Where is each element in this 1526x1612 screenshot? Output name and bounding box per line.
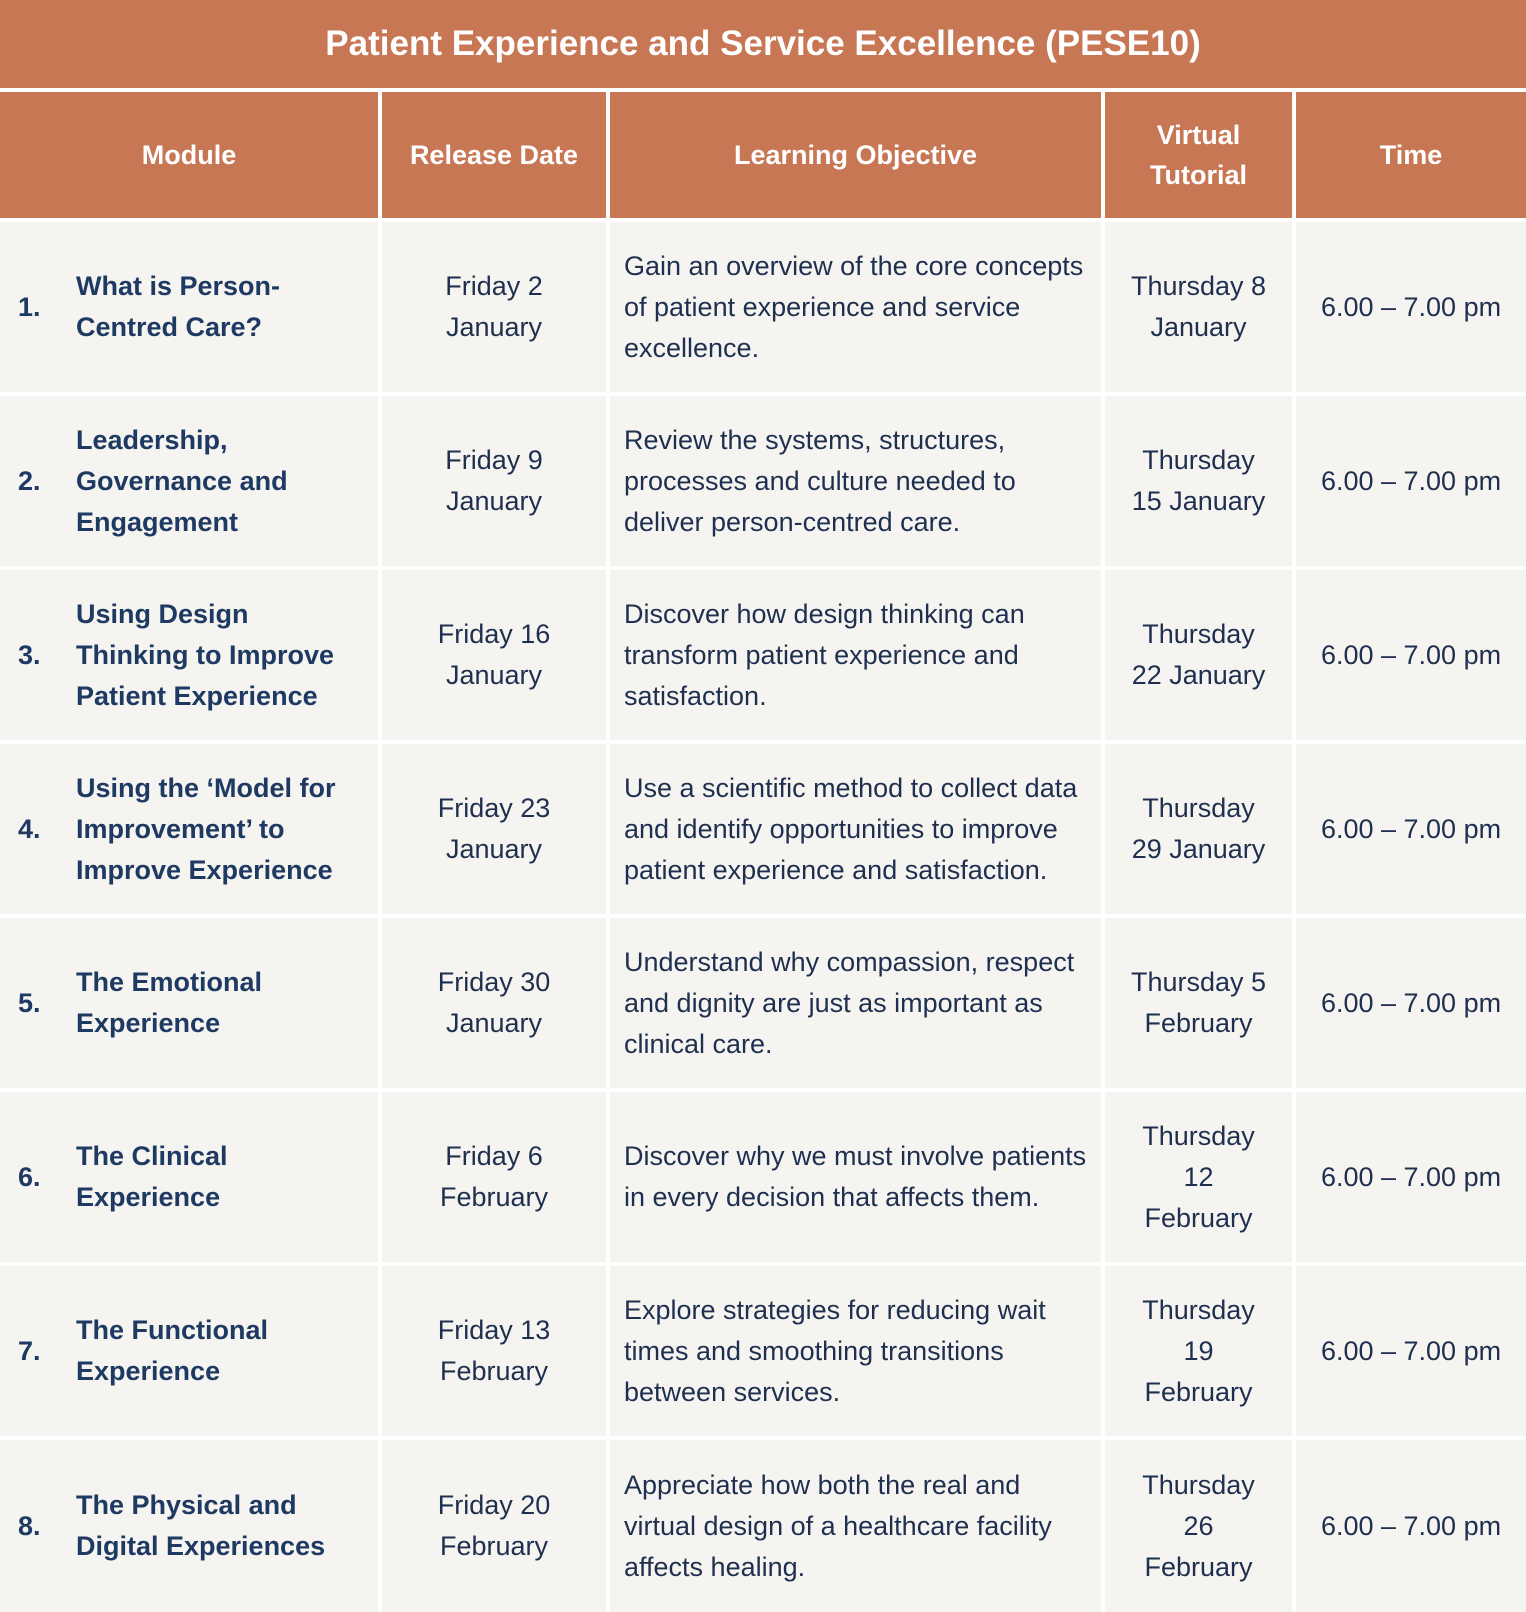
module-cell (0, 220, 380, 394)
learning-objective: Understand why compassion, respect and dignity are just as important as clinical care. (608, 916, 1103, 1090)
table-row (0, 1090, 1526, 1264)
table-row (0, 220, 1526, 394)
session-time: 6.00 – 7.00 pm (1294, 742, 1526, 916)
header-virtual-tutorial: Virtual Tutorial (1103, 90, 1294, 220)
virtual-tutorial: Thursday 12 February (1103, 1090, 1294, 1264)
virtual-tutorial: Thursday 22 January (1103, 568, 1294, 742)
learning-objective: Use a scientific method to collect data and identify opportunities to improve patient experience and satisfaction. (608, 742, 1103, 916)
learning-objective: Gain an overview of the core concepts of patient experience and service excellence. (608, 220, 1103, 394)
module-title: The Functional Experience (76, 1315, 268, 1386)
module-cell (0, 916, 380, 1090)
session-time: 6.00 – 7.00 pm (1294, 916, 1526, 1090)
header-release-date: Release Date (380, 90, 608, 220)
release-date: Friday 13 February (380, 1264, 608, 1438)
module-cell (0, 394, 380, 568)
release-date: Friday 2 January (380, 220, 608, 394)
module-title: Leadership, Governance and Engagement (76, 424, 288, 537)
table-row (0, 394, 1526, 568)
virtual-tutorial: Thursday 15 January (1103, 394, 1294, 568)
header-time: Time (1294, 90, 1526, 220)
module-number: 6. (18, 1161, 41, 1192)
module-number: 3. (18, 639, 41, 670)
release-date: Friday 6 February (380, 1090, 608, 1264)
module-title: The Clinical Experience (76, 1141, 228, 1212)
learning-objective: Discover why we must involve patients in every decision that affects them. (608, 1090, 1103, 1264)
module-cell (0, 1438, 380, 1612)
release-date: Friday 9 January (380, 394, 608, 568)
table-row (0, 916, 1526, 1090)
virtual-tutorial: Thursday 19 February (1103, 1264, 1294, 1438)
release-date: Friday 30 January (380, 916, 608, 1090)
release-date: Friday 20 February (380, 1438, 608, 1612)
module-cell (0, 1090, 380, 1264)
module-number: 4. (18, 813, 41, 844)
table-row (0, 742, 1526, 916)
session-time: 6.00 – 7.00 pm (1294, 568, 1526, 742)
learning-objective: Explore strategies for reducing wait times and smoothing transitions between services. (608, 1264, 1103, 1438)
virtual-tutorial: Thursday 26 February (1103, 1438, 1294, 1612)
module-number: 7. (18, 1335, 41, 1366)
session-time: 6.00 – 7.00 pm (1294, 1264, 1526, 1438)
virtual-tutorial: Thursday 8 January (1103, 220, 1294, 394)
module-cell (0, 1264, 380, 1438)
session-time: 6.00 – 7.00 pm (1294, 220, 1526, 394)
learning-objective: Review the systems, structures, processes and culture needed to deliver person-centred care. (608, 394, 1103, 568)
module-title: Using the ‘Model for Improvement’ to Improve Experience (76, 772, 336, 885)
learning-objective: Discover how design thinking can transform patient experience and satisfaction. (608, 568, 1103, 742)
module-number: 2. (18, 465, 41, 496)
session-time: 6.00 – 7.00 pm (1294, 1090, 1526, 1264)
module-number: 8. (18, 1510, 41, 1541)
module-title: The Emotional Experience (76, 967, 263, 1038)
release-date: Friday 16 January (380, 568, 608, 742)
module-title: The Physical and Digital Experiences (76, 1490, 326, 1561)
module-title: Using Design Thinking to Improve Patient Experience (76, 598, 335, 711)
module-cell (0, 742, 380, 916)
header-module: Module (0, 90, 380, 220)
module-cell (0, 568, 380, 742)
module-number: 1. (18, 291, 41, 322)
learning-objective: Appreciate how both the real and virtual design of a healthcare facility affects healing. (608, 1438, 1103, 1612)
virtual-tutorial: Thursday 29 January (1103, 742, 1294, 916)
header-learning-objective: Learning Objective (608, 90, 1103, 220)
table-row (0, 1264, 1526, 1438)
session-time: 6.00 – 7.00 pm (1294, 1438, 1526, 1612)
module-number: 5. (18, 987, 41, 1018)
session-time: 6.00 – 7.00 pm (1294, 394, 1526, 568)
table-title: Patient Experience and Service Excellence (PESE10) (0, 0, 1526, 90)
table-row (0, 568, 1526, 742)
table-row (0, 1438, 1526, 1612)
module-title: What is Person-Centred Care? (76, 271, 281, 342)
virtual-tutorial: Thursday 5 February (1103, 916, 1294, 1090)
release-date: Friday 23 January (380, 742, 608, 916)
